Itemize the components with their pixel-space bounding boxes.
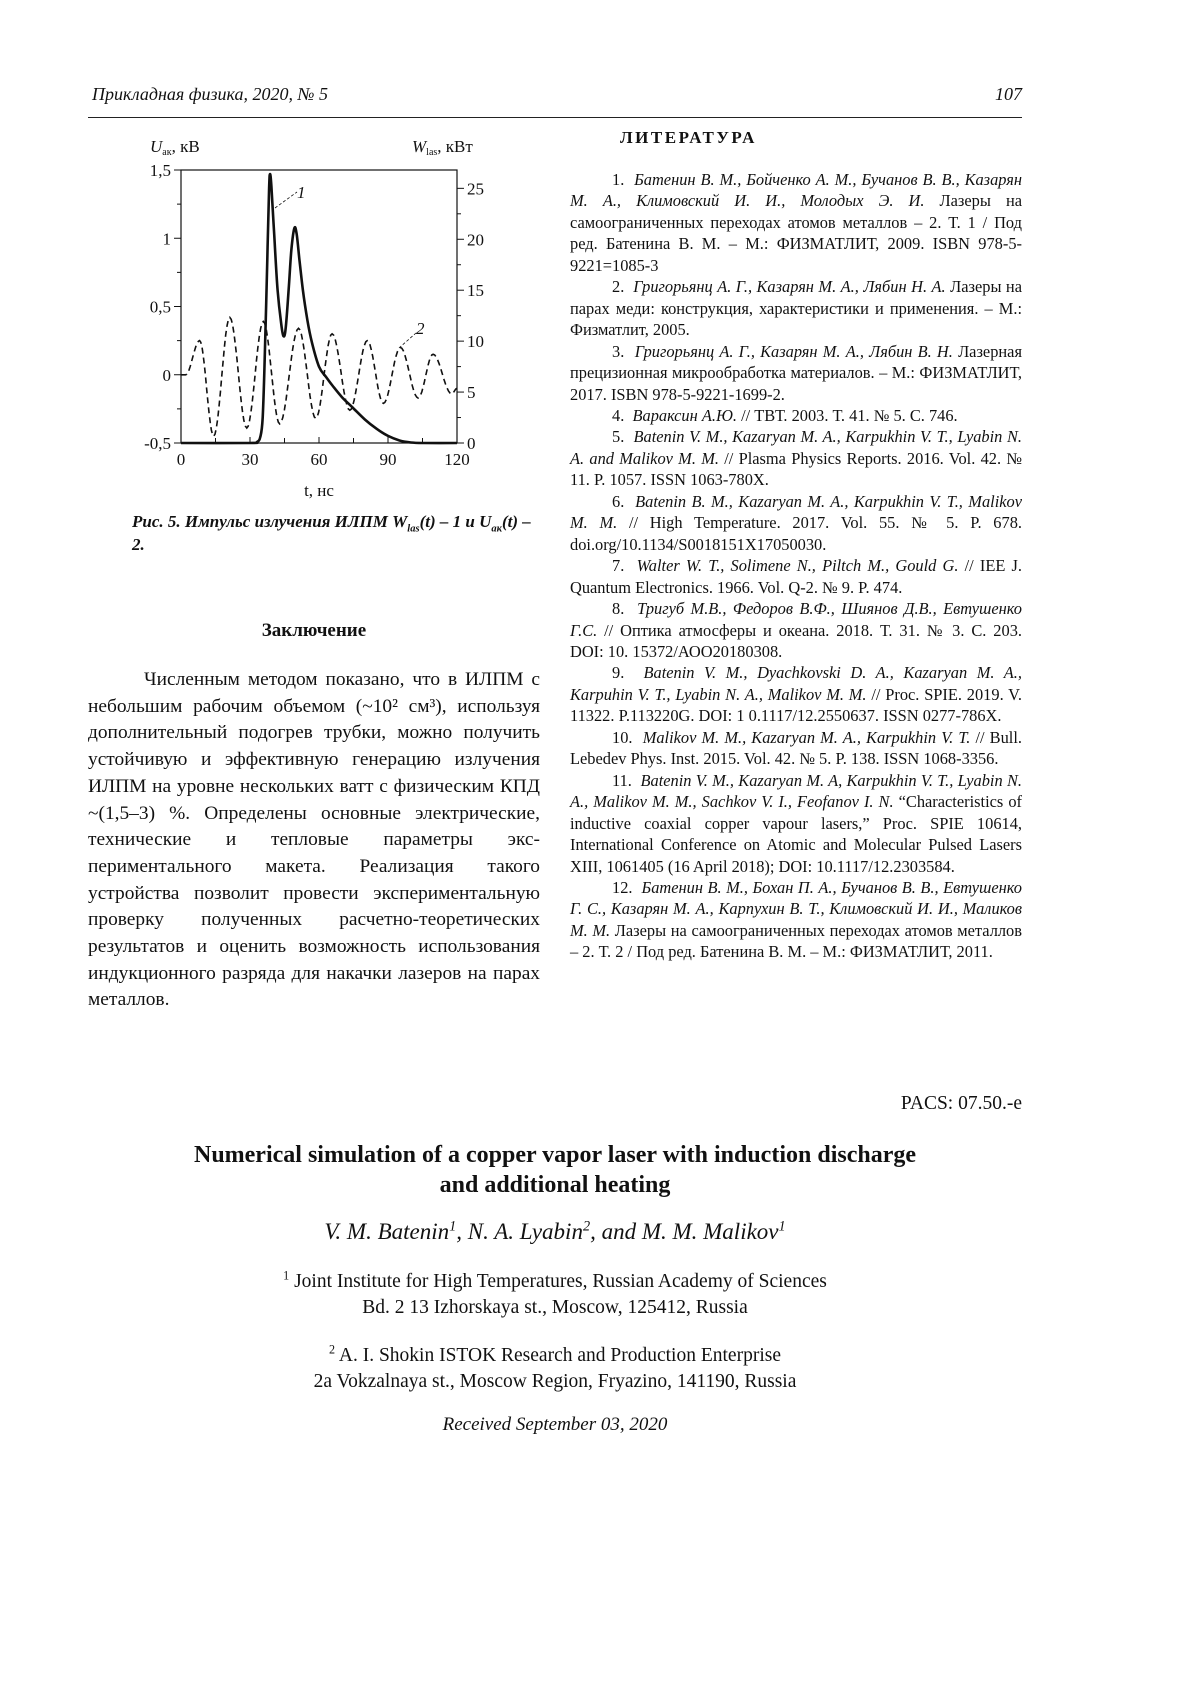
affiliation-2	[88, 1343, 1022, 1395]
y-right-tick-label: 0	[467, 434, 476, 453]
y-left-tick-label: 0	[163, 366, 172, 385]
y-left-tick-label: -0,5	[144, 434, 171, 453]
reference-source: “Characteristics of inductive coaxial copper vapour lasers,” Proc. SPIE 10614, International Conference on Atomic and Molecular Pulsed Lasers XIII, 1061405 (16 April 2018); DOI: 10.1117/12.2303584.	[570, 792, 1022, 875]
reference-number: 1.	[612, 170, 624, 189]
references-heading: ЛИТЕРАТУРА	[620, 128, 757, 148]
affiliation-mark: 2	[329, 1343, 335, 1357]
x-axis-label: t, нс	[304, 481, 334, 500]
conclusion-text: Численным методом показано, что в ИЛПМ с небольшим рабочим объемом (~10² см³), используя дополнительный подо­грев трубки, можно получить устойчивую и эффективную генерацию излучения ИЛПМ на уровне нескольких ватт с физическим КПД ~(1,5–3) %. Определены основные электриче­ские, технические и тепловые параметры экс­периментального макета. Реализация такого устройства позволит провести эксперимен­тальную проверку полученных расчетно-теоретических результатов и оценить возмож­ность использования индукционного разряда для накачки лазеров на парах металлов.	[88, 667, 540, 1014]
x-tick-label: 30	[242, 450, 259, 469]
author-name: V. M. Batenin	[324, 1219, 449, 1244]
reference-number: 4.	[612, 406, 624, 425]
reference-number: 2.	[612, 277, 624, 296]
reference-authors: Batenin V. M., Kazaryan M. A., Karpukhin V. T., Lyabin N. A. and Malikov M. M.	[570, 427, 1022, 467]
pacs-code: PACS: 07.50.-e	[700, 1093, 1022, 1115]
conclusion-heading: Заключение	[88, 620, 540, 642]
reference-authors: Батенин В. М., Бойченко А. М., Бучанов В. В., Казарян М. А., Климовский И. И., Молодых Э. И.	[570, 170, 1022, 210]
header-rule	[88, 117, 1022, 118]
y-left-tick-label: 0,5	[150, 298, 171, 317]
right-axis-label	[412, 137, 473, 158]
author-affiliation-mark: 1	[449, 1218, 456, 1234]
author-separator: , and	[590, 1219, 642, 1244]
reference-source: Лазерная прецизионная микрообработка материалов. – М.: ФИЗМАТЛИТ, 2017. ISBN 978-5-9221-1699-2.	[570, 342, 1022, 404]
y-left-tick-label: 1	[163, 229, 172, 248]
page-number: 107	[960, 84, 1022, 105]
reference-number: 11.	[612, 771, 632, 790]
x-tick-label: 60	[311, 450, 328, 469]
reference-number: 6.	[612, 492, 624, 511]
caption-prefix: Рис. 5. Импульс излучения ИЛПМ W	[132, 512, 407, 531]
reference-source: // Bull. Lebedev Phys. Inst. 2015. Vol. 42. № 5. P. 138. ISSN 1068-3356.	[570, 728, 1022, 768]
reference-authors: Batenin V. M., Dyachkovski D. A., Kazaryan M. A., Karpuhin V. T., Lyabin N. A., Malikov M. M.	[570, 663, 1022, 703]
reference-item	[570, 662, 1022, 726]
reference-authors: Batenin B. M., Kazaryan M. A., Karpukhin V. T., Malikov M. M.	[570, 492, 1022, 532]
reference-authors: Тригуб М.В., Федоров В.Ф., Шиянов Д.В., Ев­тушенко Г.С.	[570, 599, 1022, 639]
reference-authors: Вараксин А.Ю.	[633, 406, 737, 425]
author-separator: ,	[456, 1219, 468, 1244]
english-title	[88, 1140, 1022, 1200]
affiliation-1	[88, 1269, 1022, 1321]
reference-source: // ТВТ. 2003. Т. 41. № 5. С. 746.	[741, 406, 958, 425]
reference-item	[570, 426, 1022, 490]
reference-source: // Proc. SPIE. 2019. V. 11322. P.113220G. DOI: 1 0.1117/12.2550637. ISSN 0277-786X.	[570, 685, 1022, 725]
reference-source: // High Temperature. 2017. Vol. 55. № 5. P. 678. doi.org/10.1134/S0018151X17050030.	[570, 513, 1022, 553]
journal-header: Прикладная физика, 2020, № 5	[92, 84, 328, 105]
affiliation-name: Joint Institute for High Temperatures, Russian Academy of Sciences	[294, 1271, 827, 1292]
reference-source: // IEE J. Quantum Electronics. 1966. Vol. Q-2. № 9. P. 474.	[570, 556, 1022, 596]
reference-number: 8.	[612, 599, 624, 618]
label-2-leader	[399, 333, 416, 348]
reference-item	[570, 770, 1022, 877]
affiliation-mark: 1	[283, 1269, 289, 1283]
reference-item	[570, 169, 1022, 276]
left-axis-label	[150, 137, 200, 158]
reference-authors: Григорьянц А. Г., Казарян М. А., Лябин Н. А.	[633, 277, 945, 296]
reference-item	[570, 598, 1022, 662]
y-right-tick-label: 15	[467, 281, 484, 300]
right-axis-symbol: W	[412, 137, 428, 156]
reference-number: 10.	[612, 728, 633, 747]
reference-item	[570, 405, 1022, 426]
series-1-laser-power-line	[181, 174, 457, 443]
left-axis-sub: ак	[162, 147, 171, 158]
x-tick-label: 0	[177, 450, 186, 469]
label-1-leader	[275, 192, 297, 208]
title-line-2: and additional heating	[88, 1170, 1022, 1200]
reference-number: 5.	[612, 427, 624, 446]
right-axis-sub: las	[426, 147, 437, 158]
reference-authors: Батенин В. М., Бохан П. А., Бучанов В. В., Ев­тушенко Г. С., Казарян М. А., Карпухин В. Т., Климов­ский И. И., Маликов М. М.	[570, 878, 1022, 940]
reference-item	[570, 727, 1022, 770]
reference-item	[570, 491, 1022, 555]
reference-authors: Walter W. T., Solimene N., Piltch M., Gould G.	[637, 556, 959, 575]
right-axis-unit: , кВт	[437, 137, 473, 156]
received-date: Received September 03, 2020	[88, 1414, 1022, 1436]
reference-number: 9.	[612, 663, 624, 682]
reference-source: // Plasma Physics Reports. 2016. Vol. 42. № 11. P. 1057. ISSN 1063-780X.	[570, 449, 1022, 489]
left-axis-unit: , кВ	[172, 137, 200, 156]
series-2-label: 2	[416, 319, 425, 338]
left-axis-symbol: U	[150, 137, 164, 156]
reference-number: 7.	[612, 556, 624, 575]
reference-number: 12.	[612, 878, 633, 897]
y-right-tick-label: 20	[467, 230, 484, 249]
y-right-tick-label: 5	[467, 383, 476, 402]
reference-item	[570, 555, 1022, 598]
caption-sub-las: las	[407, 523, 419, 534]
y-right-tick-label: 25	[467, 179, 484, 198]
author-name: N. A. Lyabin	[468, 1219, 583, 1244]
series-1-label: 1	[297, 183, 306, 202]
author-list	[88, 1219, 1022, 1245]
affiliation-address: 2a Vokzalnaya st., Moscow Region, Fryazino, 141190, Russia	[88, 1369, 1022, 1395]
author-name: M. M. Malikov	[642, 1219, 779, 1244]
affiliation-name: A. I. Shokin ISTOK Research and Production Enterprise	[339, 1345, 781, 1366]
reference-source: Лазе­ры на самоограниченных переходах атомов металлов – 2. Т. 1 / Под ред. Батенина В. М. – М.: ФИЗМАТЛИТ, 2009. ISBN 978-5-9221=1085-3	[570, 191, 1022, 274]
reference-number: 3.	[612, 342, 624, 361]
reference-item	[570, 341, 1022, 405]
y-right-tick-label: 10	[467, 332, 484, 351]
figure-5-chart	[90, 130, 550, 560]
title-line-1: Numerical simulation of a copper vapor laser with induction discharge	[88, 1140, 1022, 1170]
caption-suffix: (t) – 2.	[132, 512, 531, 554]
reference-source: Лазеры на парах меди: конструкция, характеристики и применения. – М.: Физматлит, 2005.	[570, 277, 1022, 339]
affiliation-address: Bd. 2 13 Izhorskaya st., Moscow, 125412, Russia	[88, 1295, 1022, 1321]
figure-caption	[132, 510, 532, 556]
caption-mid: (t) – 1 и U	[420, 512, 492, 531]
reference-source: Лазеры на самоограничен­ных переходах атомов металлов – 2. Т. 2 / Под ред. Батенина В. М. – М.: ФИЗМАТЛИТ, 2011.	[570, 921, 1022, 961]
reference-authors: Malikov M. M., Kazaryan M. A., Karpukhin V. T.	[643, 728, 971, 747]
reference-item	[570, 877, 1022, 963]
reference-source: // Оптика атмосферы и океана. 2018. Т. 31. № 3. С. 203. DOI: 10. 15372/АОО20180308.	[570, 621, 1022, 661]
reference-item	[570, 276, 1022, 340]
x-tick-label: 120	[444, 450, 470, 469]
y-left-tick-label: 1,5	[150, 161, 171, 180]
author-affiliation-mark: 1	[779, 1218, 786, 1234]
references-list	[570, 169, 1022, 963]
plot-frame	[181, 170, 457, 443]
reference-authors: Григорьянц А. Г., Казарян М. А., Лябин В. Н.	[635, 342, 953, 361]
author-affiliation-mark: 2	[583, 1218, 590, 1234]
reference-authors: Batenin V. M., Kazaryan M. A, Karpukhin V. T., Lyabin N. A., Malikov M. M., Sachkov V. I., Feofanov I. N.	[570, 771, 1022, 811]
caption-sub-ak: ак	[491, 523, 502, 534]
x-tick-label: 90	[380, 450, 397, 469]
